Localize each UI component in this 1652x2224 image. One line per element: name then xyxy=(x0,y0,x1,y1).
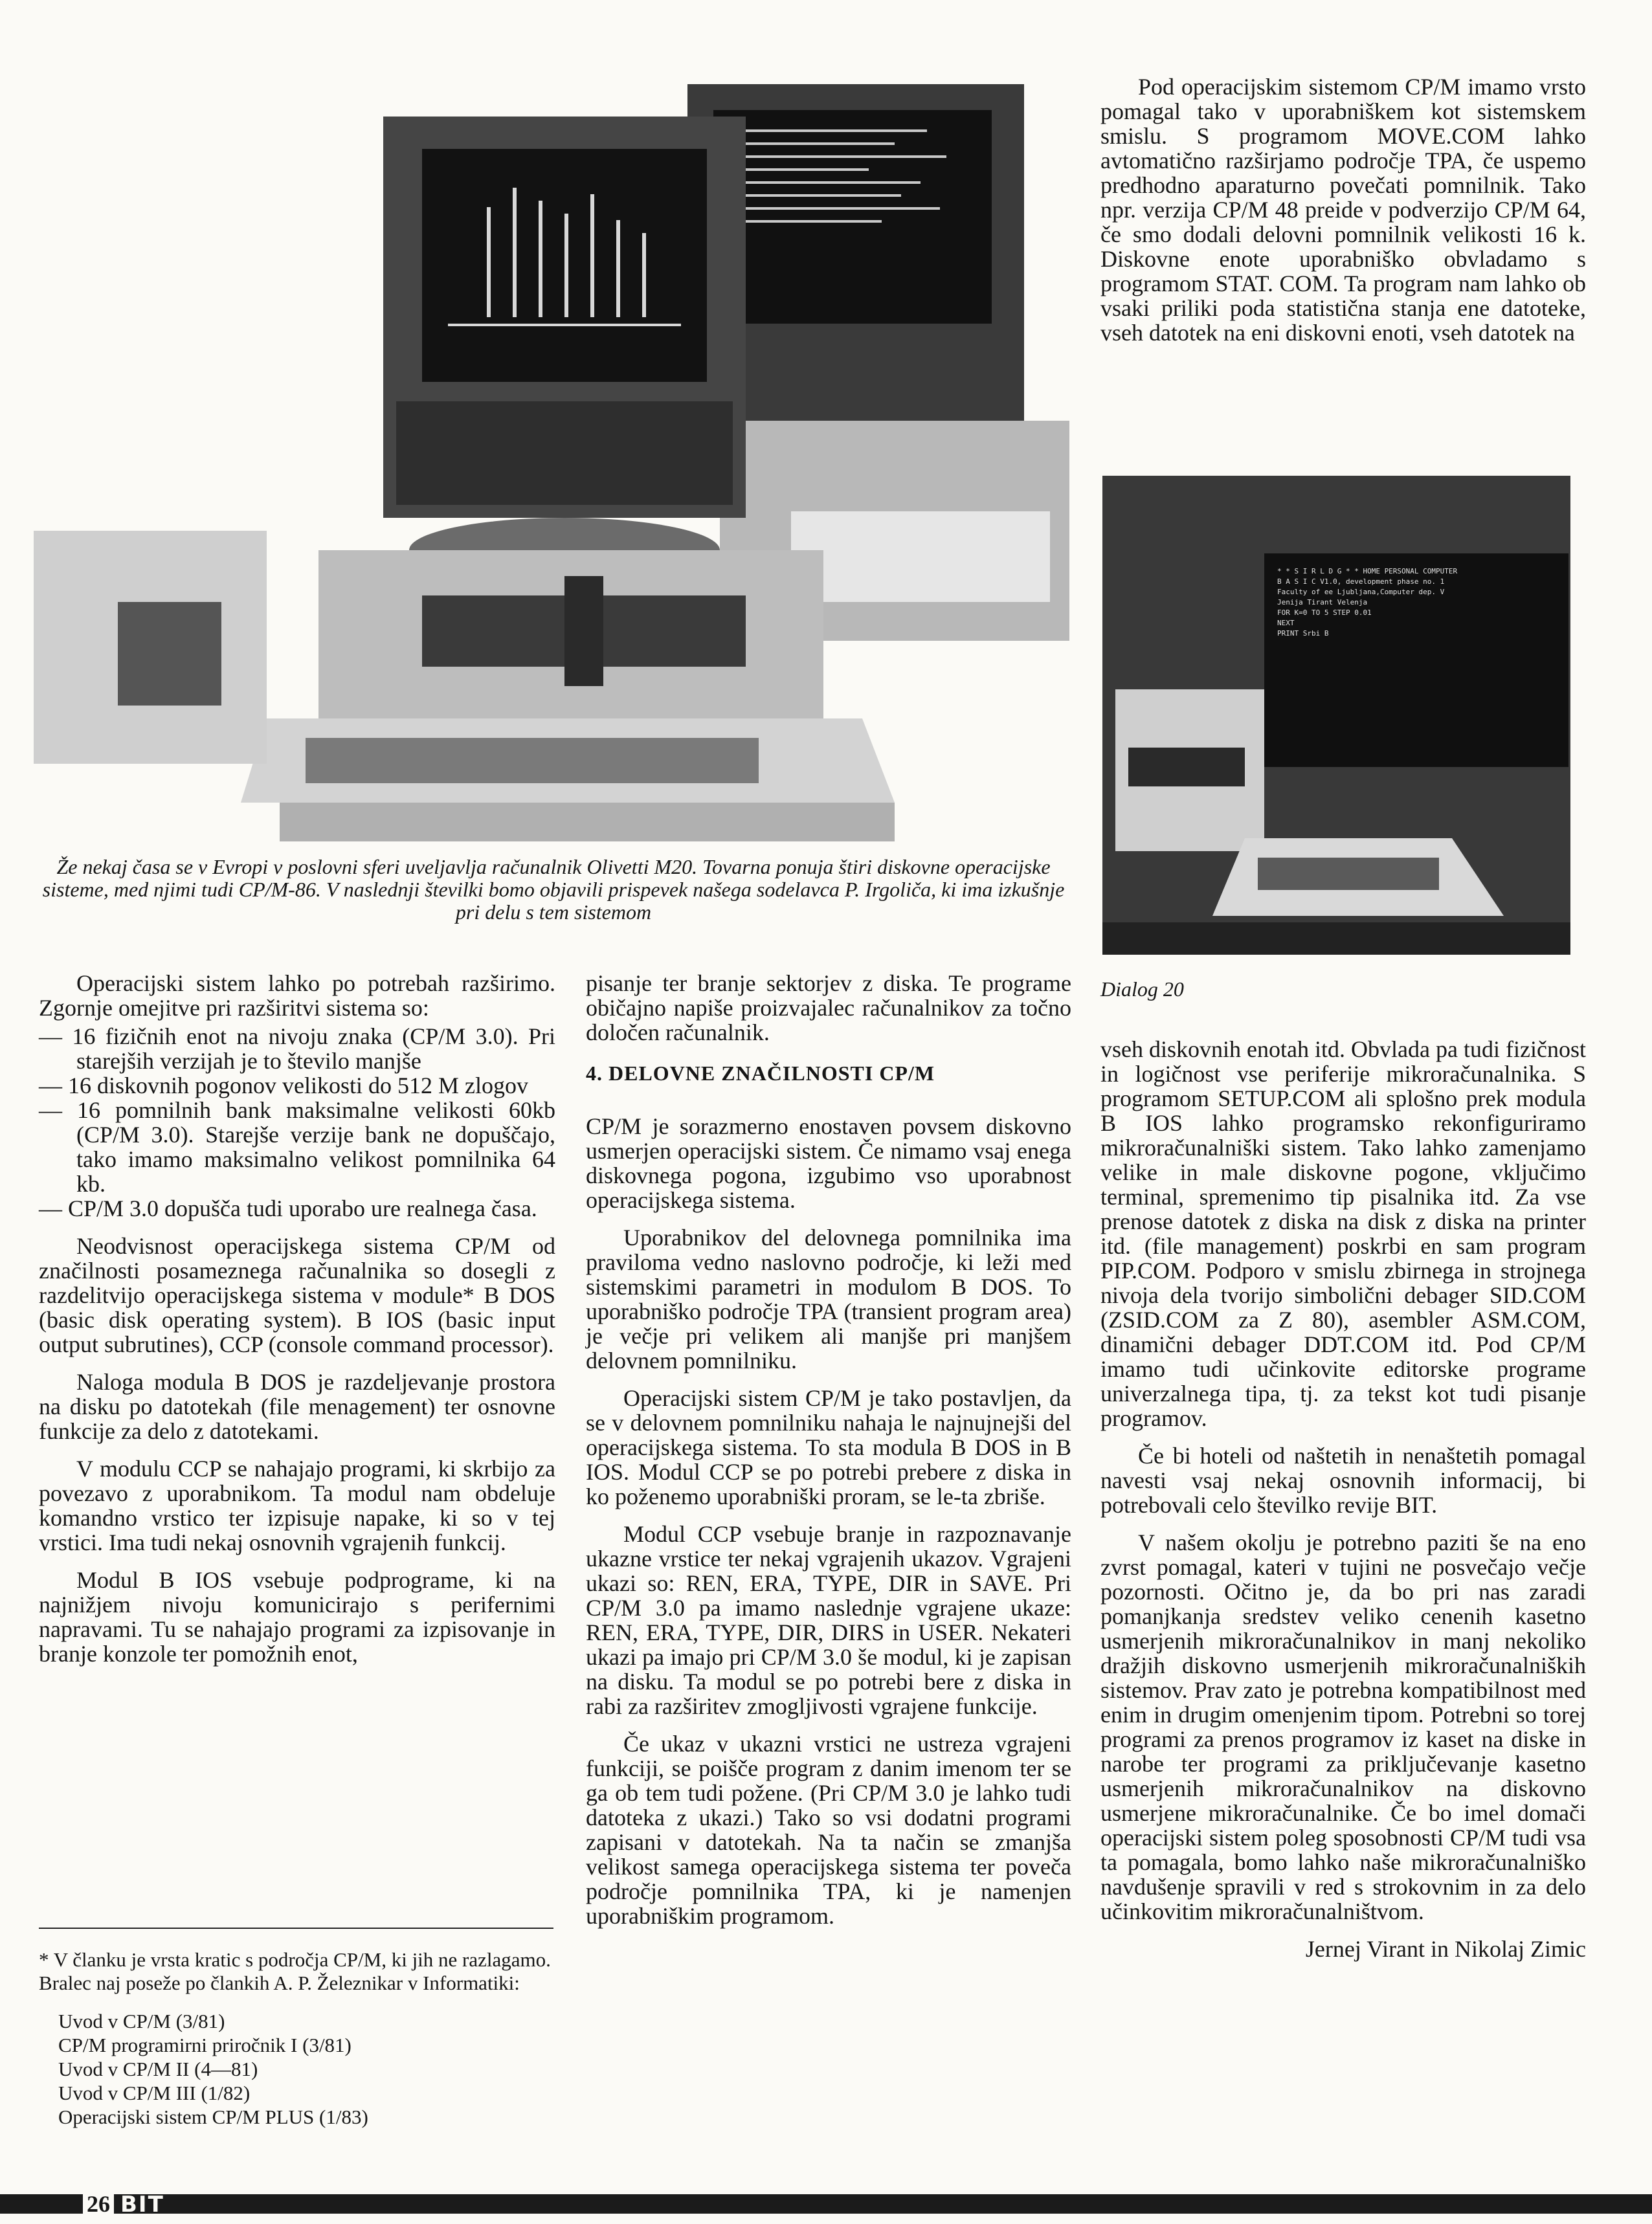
col2-paragraph: Modul CCP vsebuje branje in razpoznavanje ukazne vrstice ter nekaj vgrajenih ukazov. Vgrajeni ukazi so: REN, ERA, TYPE, DIR in SAVE. Pri CP/M 3.0 pa imamo naslednje vgrajene ukaze: REN, ERA, TYPE, DIR, DIRS in USER. Nekateri ukazi pa imajo pri CP/M 3.0 še modul, ki je zapisan na disku. Ta modul se po potrebi bere z diska in rabi za razširitev zmogljivosti vgrajene funkcije. xyxy=(586,1521,1071,1719)
list-item: — CP/M 3.0 dopušča tudi uporabo ure realnega časa. xyxy=(39,1195,537,1221)
olivetti-m20-photo xyxy=(34,39,1075,853)
col2-paragraph: Operacijski sistem CP/M je tako postavljen, da se v delovnem pomnilniku nahaja le najnujnejši del operacijskega sistema. To sta modula B DOS in B IOS. Modul CCP se po potrebi prebere z diska in ko poženemo uporabniški proram, se le-ta zbriše. xyxy=(586,1385,1071,1509)
screen-line: B A S I C V1.0, development phase no. 1 xyxy=(1277,577,1445,586)
column-3 xyxy=(1100,1037,1586,1961)
footnote-text: * V članku je vrsta kratic s področja CP/M, ki jih ne razlagamo. Bralec naj poseže po člankih A. P. Železnikar v Informatiki: xyxy=(39,1948,551,1994)
col1-paragraph: Modul B IOS vsebuje podprograme, ki na najnižjem nivoju komunicirajo s perifernimi napravami. Tu se nahajajo programi za izpisovanje in branje konzole ter pomožnih enot, xyxy=(39,1567,555,1667)
screen-line: Faculty of ee Ljubljana,Computer dep. V xyxy=(1277,588,1445,596)
col2-paragraph: CP/M je sorazmerno enostaven povsem diskovno usmerjen operacijski sistem. Če nimamo vsaj enega diskovnega pogona, izgubimo vso uporabnost operacijskega sistema. xyxy=(586,1113,1071,1213)
col1-paragraph: Neodvisnost operacijskega sistema CP/M od značilnosti posameznega računalnika so dosegli z razdelitvijo operacijskega sistema v module* B DOS (basic disk operating system). B IOS (basic input output subrutines), CCP (console command processor). xyxy=(39,1233,555,1357)
reference-item: Uvod v CP/M II (4—81) xyxy=(58,2058,258,2080)
col1-intro: Operacijski sistem lahko po potrebah razširimo. Zgornje omejitve pri razširitvi sistema so: xyxy=(39,970,555,1021)
olivetti-photo-caption: Že nekaj časa se v Evropi v poslovni sferi uveljavlja računalnik Olivetti M20. Tovarna ponuja štiri diskovne operacijske sisteme, med njimi tudi CP/M-86. V naslednji številki bomo objavili prispevek našega sodelavca P. Irgoliča, ki ima izkušnje pri delu s tem sistemom xyxy=(42,855,1065,924)
col2-paragraph: Če ukaz v ukazni vrstici ne ustreza vgrajeni funkciji, se poišče program z danim imenom ter se ga ob tem tudi požene. (Pri CP/M 3.0 je lahko tudi datoteka z ukazi.) Tako so vsi dodatni programi zapisani v datotekah. Na ta način se zmanjša velikost samega operacijskega sistema ter poveča področje pomnilnika TPA, ki je namenjen uporabniškim programom. xyxy=(586,1731,1071,1929)
section-heading: 4. DELOVNE ZNAČILNOSTI CP/M xyxy=(586,1062,935,1085)
list-item: — 16 pomnilnih bank maksimalne velikosti 60kb (CP/M 3.0). Starejše verzije bank ne dopuščajo, tako imamo maksimalno velikost pomnilnika 64 kb. xyxy=(39,1097,555,1197)
dialog20-screen xyxy=(1277,566,1562,754)
limits-list xyxy=(39,1024,555,1221)
col3-paragraph: V našem okolju je potrebno paziti še na eno zvrst pomagal, kateri v tujini ne posvečajo večje pozornosti. Očitno je, da bo pri nas zaradi pomanjkanja sredstev veliko cenenih kasetno usmerjenih mikroračunalnikov in manj nekoliko dražjih diskovno usmerjenih mikroračunalniških sistemov. Prav zato je potrebna kompatibilnost med enim in drugim omenjenim tipom. Potrebni so torej programi za prenos programov iz kaset na diske in narobe ter programi za priključevanje kasetno usmerjenih mikroračunalnikov na diskovno usmerjene mikroračunalnike. Če bo imel domači operacijski sistem poleg sposobnosti CP/M tudi vsa ta pomagala, bomo lahko naše mikroračunalniško navdušenje spravili v red s strokovnim in za delo učinkovitim mikroračunalništvom. xyxy=(1100,1529,1586,1924)
footer-bar xyxy=(0,2194,1652,2214)
col1-paragraph: V modulu CCP se nahajajo programi, ki skrbijo za povezavo z uporabnikom. Ta modul nam obdeluje komandno vrstico ter izpisuje napake, ki so v tej vrstici. Ima tudi nekaj osnovnih vgrajenih funkcij. xyxy=(39,1456,555,1555)
dialog20-caption: Dialog 20 xyxy=(1100,977,1184,1001)
reference-item: Uvod v CP/M III (1/82) xyxy=(58,2082,251,2104)
reference-item: Operacijski sistem CP/M PLUS (1/83) xyxy=(58,2106,368,2128)
screen-line: Jenija Tirant Velenja xyxy=(1277,598,1368,606)
col1-paragraph: Naloga modula B DOS je razdeljevanje prostora na disku po datotekah (file menagement) ter osnovne funkcije za delo z datotekami. xyxy=(39,1369,555,1444)
magazine-logo: BIT xyxy=(120,2192,164,2218)
references-list xyxy=(58,2009,555,2129)
col3-top xyxy=(1100,74,1586,358)
screen-line: * * S I R L D G * * HOME PERSONAL COMPUTER xyxy=(1277,567,1458,575)
col3-paragraph: vseh diskovnih enotah itd. Obvlada pa tudi fizičnost in logičnost vse periferije mikroračunalnika. S programom SETUP.COM ali splošno prek modula B IOS lahko programsko rekonfiguriramo mikroračunalniški sistem. Tako lahko zamenjamo velike in male diskovne pogone, vključimo terminal, spremenimo tip pisalnika itd. Za vse prenose datotek z diska na disk z diska na printer itd. (file management) poskrbi en sam program PIP.COM. Podporo v smislu zbirnega in strojnega nivoja dela tvorijo simbolični debager SID.COM (ZSID.COM za Z 80), asembler ASM.COM, dinamični debager DDT.COM itd. Pod CP/M imamo tudi učinkovite editorske programe univerzalnega tipa, tj. za tekst kot tudi pisanje programov. xyxy=(1100,1036,1586,1431)
footnote-block xyxy=(39,1948,555,2129)
footnote-divider xyxy=(39,1928,553,1929)
dialog20-photo xyxy=(1102,476,1570,955)
col2-intro: pisanje ter branje sektorjev z diska. Te programe običajno napiše proizvajalec računalnikov za točno določen računalnik. xyxy=(586,970,1071,1045)
list-item: — 16 diskovnih pogonov velikosti do 512 M zlogov xyxy=(39,1073,528,1098)
col3-paragraph: Če bi hoteli od naštetih in nenaštetih pomagal navesti vsaj nekaj osnovnih informacij, bi potrebovali celo številko revije BIT. xyxy=(1100,1443,1586,1518)
olivetti-m20-illustration xyxy=(34,39,1075,853)
col3-top-paragraph: Pod operacijskim sistemom CP/M imamo vrsto pomagal tako v uporabniškem kot sistemskem smislu. S programom MOVE.COM lahko avtomatično razširjamo področje TPA, če uspemo predhodno aparaturno povečati pomnilnik. Tako npr. verzija CP/M 48 preide v podverzijo CP/M 64, če smo dodali delovni pomnilnik velikosti 16 k. Diskovne enote uporabniško obvladamo s programom STAT. COM. Ta program nam lahko ob vsaki priliki poda statistična stanja ene datoteke, vseh datotek na eni diskovni enoti, vseh datotek na xyxy=(1100,74,1586,346)
reference-item: Uvod v CP/M (3/81) xyxy=(58,2010,225,2032)
list-item: — 16 fizičnih enot na nivoju znaka (CP/M 3.0). Pri starejših verzijah je to število manjše xyxy=(39,1023,555,1074)
column-1 xyxy=(39,971,555,1679)
reference-item: CP/M programirni priročnik I (3/81) xyxy=(58,2034,352,2056)
page-number: 26 xyxy=(83,2190,114,2218)
screen-line: PRINT Srbi B xyxy=(1277,629,1329,638)
author-line: Jernej Virant in Nikolaj Zimic xyxy=(1305,1936,1586,1962)
screen-line: FOR K=0 TO 5 STEP 0.01 xyxy=(1277,608,1372,617)
column-2 xyxy=(586,971,1071,1941)
screen-line: NEXT xyxy=(1277,619,1295,627)
col2-paragraph: Uporabnikov del delovnega pomnilnika ima praviloma vedno naslovno področje, ki leži med sistemskimi parametri in modulom B DOS. To uporabniško področje TPA (transient program area) je večje pri velikem ali manjše pri manjšem delovnem pomnilniku. xyxy=(586,1225,1071,1373)
